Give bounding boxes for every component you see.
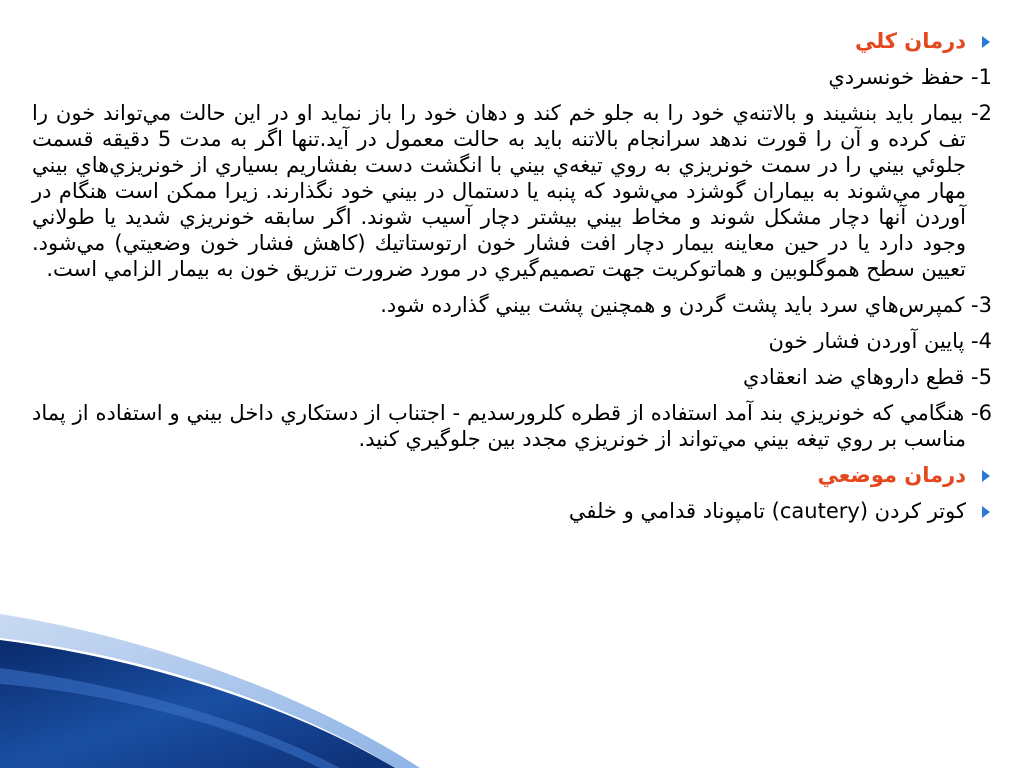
list-item: 2- بيمار بايد بنشيند و بالاتنه‌ي خود را به جلو خم کند و دهان خود را باز نمايد او در اين حالت مي‌تواند خون را تف کرده و آن را قورت ندهد سرانجام بالاتنه بايد به حالت معمول در آيد.تنها اگر به مدت 5 دقيقه قسمت جلوئي بيني را در سمت خونريزي به روي تيغه‌ي بيني با انگشت دست بفشاريم بسياري از خونريزي‌هاي بيني مهار مي‌شوند به بيماران گوشزد مي‌شود که پنبه يا دستمال در بيني خود نگذارند. زيرا ممکن است هنگام در آوردن آنها دچار مشکل شوند و مخاط بيني بيشتر دچار آسيب شوند. اگر سابقه خونريزي شديد يا طولاني وجود دارد يا در حين معاينه بيمار دچار افت فشار خون ارتوستاتيك (کاهش فشار خون وضعيتي) مي‌شود. تعيين سطح هموگلوبين و هماتوکريت جهت تصميم‌گيري در مورد ضرورت تزريق خون به بيمار الزامي است. bbox=[32, 101, 992, 281]
list-item: 3- کمپرس‌هاي سرد بايد پشت گردن و همچنين پشت بيني گذارده شود. bbox=[380, 293, 992, 317]
slide-body bbox=[32, 28, 992, 524]
bullet-icon bbox=[982, 36, 990, 48]
swoosh-dark-band bbox=[0, 640, 395, 768]
list-item: 1- حفظ خونسردي bbox=[828, 65, 992, 89]
section-heading: درمان موضعي bbox=[817, 463, 966, 487]
list-item-text: کوتر کردن (cautery) تامپوناد قدامي و خلفي bbox=[568, 499, 966, 523]
list-item: 4- پايين آوردن فشار خون bbox=[768, 329, 992, 353]
section-heading: درمان کلي bbox=[854, 29, 966, 53]
list-item: 6- هنگامي که خونريزي بند آمد استفاده از قطره کلرورسديم - اجتناب از دستکاري داخل بيني و استفاده از پماد مناسب بر روي تيغه بيني مي‌تواند از خونريزي مجدد بين جلوگيري کنيد. bbox=[32, 401, 992, 451]
bullet-icon bbox=[982, 506, 990, 518]
heading-local-treatment bbox=[32, 462, 992, 488]
list-item-cautery bbox=[32, 498, 992, 524]
bullet-icon bbox=[982, 470, 990, 482]
list-item: 5- قطع داروهاي ضد انعقادي bbox=[743, 365, 992, 389]
heading-general-treatment bbox=[32, 28, 992, 54]
